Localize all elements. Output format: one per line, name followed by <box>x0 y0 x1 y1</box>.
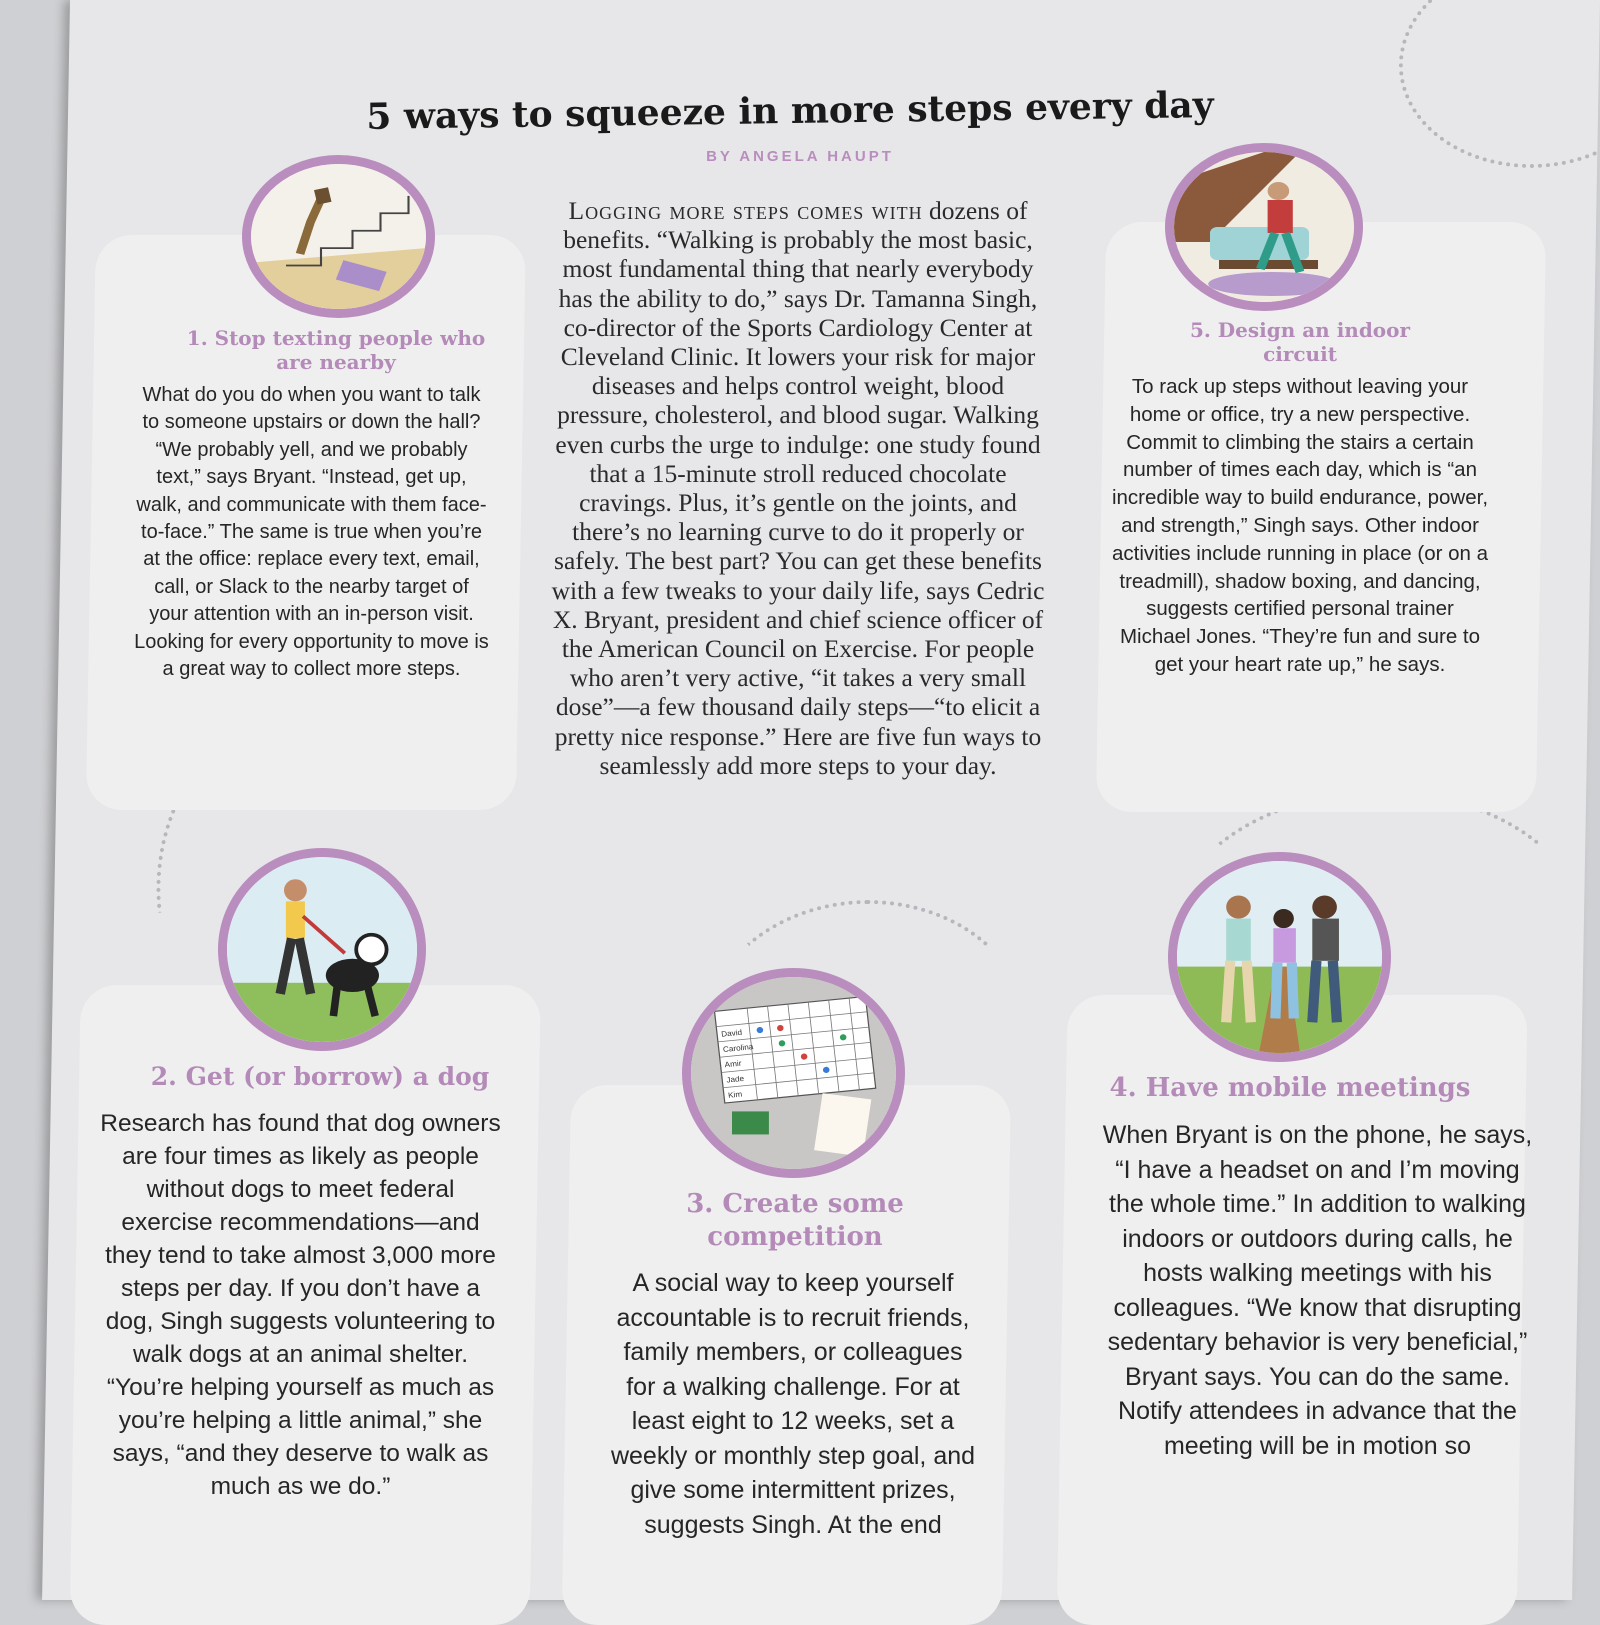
indoor-runner-icon <box>1165 143 1363 311</box>
tip-1-body: What do you do when you want to talk to someone upstairs or down the hall? “We probably yell, and we probably text,” says Bryant. “Instead, get up, walk, and communicate with them face-to-face.” The same is true when you’re at the office: replace every text, email, call, or Slack to the nearby target of your attention with an in-person visit. Looking for every opportunity to move is a great way to collect more steps. <box>134 384 489 681</box>
dog-walker-icon <box>218 848 426 1051</box>
chart-row-label: Amir <box>724 1058 742 1070</box>
article-intro <box>548 196 1048 780</box>
tip-5-body: To rack up steps without leaving your home or office, try a new perspective. Commit to climbing the stairs a certain number of times each day, which is “an incredible way to build endurance, power, and strength,” Singh says. Other indoor activities include running in place (or on a treadmill), shadow boxing, and dancing, suggests certified personal trainer Michael Jones. “They’re fun and sure to get your heart rate up,” he says. <box>1111 375 1489 676</box>
tip-1-heading: 1. Stop texting people who are nearby <box>186 326 486 374</box>
tip-4-heading: 4. Have mobile meetings <box>1109 1073 1471 1103</box>
tip-3-heading: 3. Create some competition <box>686 1189 904 1252</box>
tip-5-heading: 5. Design an indoor circuit <box>1189 318 1411 366</box>
intro-lead: Logging more steps comes with <box>568 196 923 225</box>
article-byline: BY ANGELA HAUPT <box>706 148 894 165</box>
chart-row-label: David <box>720 1027 743 1039</box>
tip-3-body: A social way to keep yourself accountable is to recruit friends, family members, or colleagues for a walking challenge. For at least eight to 12 weeks, set a weekly or monthly step goal, and give some intermittent prizes, suggests Singh. At the end <box>610 1269 976 1539</box>
tip-2-body: Research has found that dog owners are four times as likely as people without dogs to meet federal exercise recommendations—and they tend to take almost 3,000 more steps per day. If you don’t have a dog, Singh suggests volunteering to walk dogs at an animal shelter. “You’re helping yourself as much as you’re helping a little animal,” she says, “and they deserve to walk as much as we do.” <box>100 1110 501 1500</box>
walking-meeting-icon <box>1168 852 1391 1062</box>
tip-4-body: When Bryant is on the phone, he says, “I have a headset on and I’m moving the whole time.” In addition to walking indoors or outdoors during calls, he hosts walking meetings with his colleagues. “We know that disrupting sedentary behavior is very beneficial,” Bryant says. You can do the same. Notify attendees in advance that the meeting will be in motion so <box>1102 1121 1533 1460</box>
chart-row-label: Jade <box>725 1074 745 1085</box>
dotted-arc-decoration <box>1397 0 1600 168</box>
article-title: 5 ways to squeeze in more steps every day <box>366 84 1214 138</box>
chart-row-label: Carolina <box>722 1042 754 1054</box>
tip-2-heading: 2. Get (or borrow) a dog <box>150 1062 490 1091</box>
chart-row-label: Kim <box>727 1089 743 1100</box>
competition-chart-icon <box>682 968 905 1178</box>
intro-body: dozens of benefits. “Walking is probably the most basic, most fundamental thing that nearly everybody has the ability to do,” says Dr. Tamanna Singh, co-director of the Sports Cardiology Center at Cleveland Clinic. It lowers your risk for major diseases and helps control weight, blood pressure, cholesterol, and blood sugar. Walking even curbs the urge to indulge: one study found that a 15-minute stroll reduced chocolate cravings. Plus, it’s gentle on the joints, and there’s no learning curve to do it properly or safely. The best part? You can get these benefits with a few tweaks to your daily life, says Cedric X. Bryant, president and chief science officer of the American Council on Exercise. For people who aren’t very active, “it takes a very small dose”—a few thousand daily steps—“to elicit a pretty nice response.” Here are five fun ways to seamlessly add more steps to your day. <box>551 196 1045 780</box>
stairs-phone-icon <box>242 155 435 318</box>
